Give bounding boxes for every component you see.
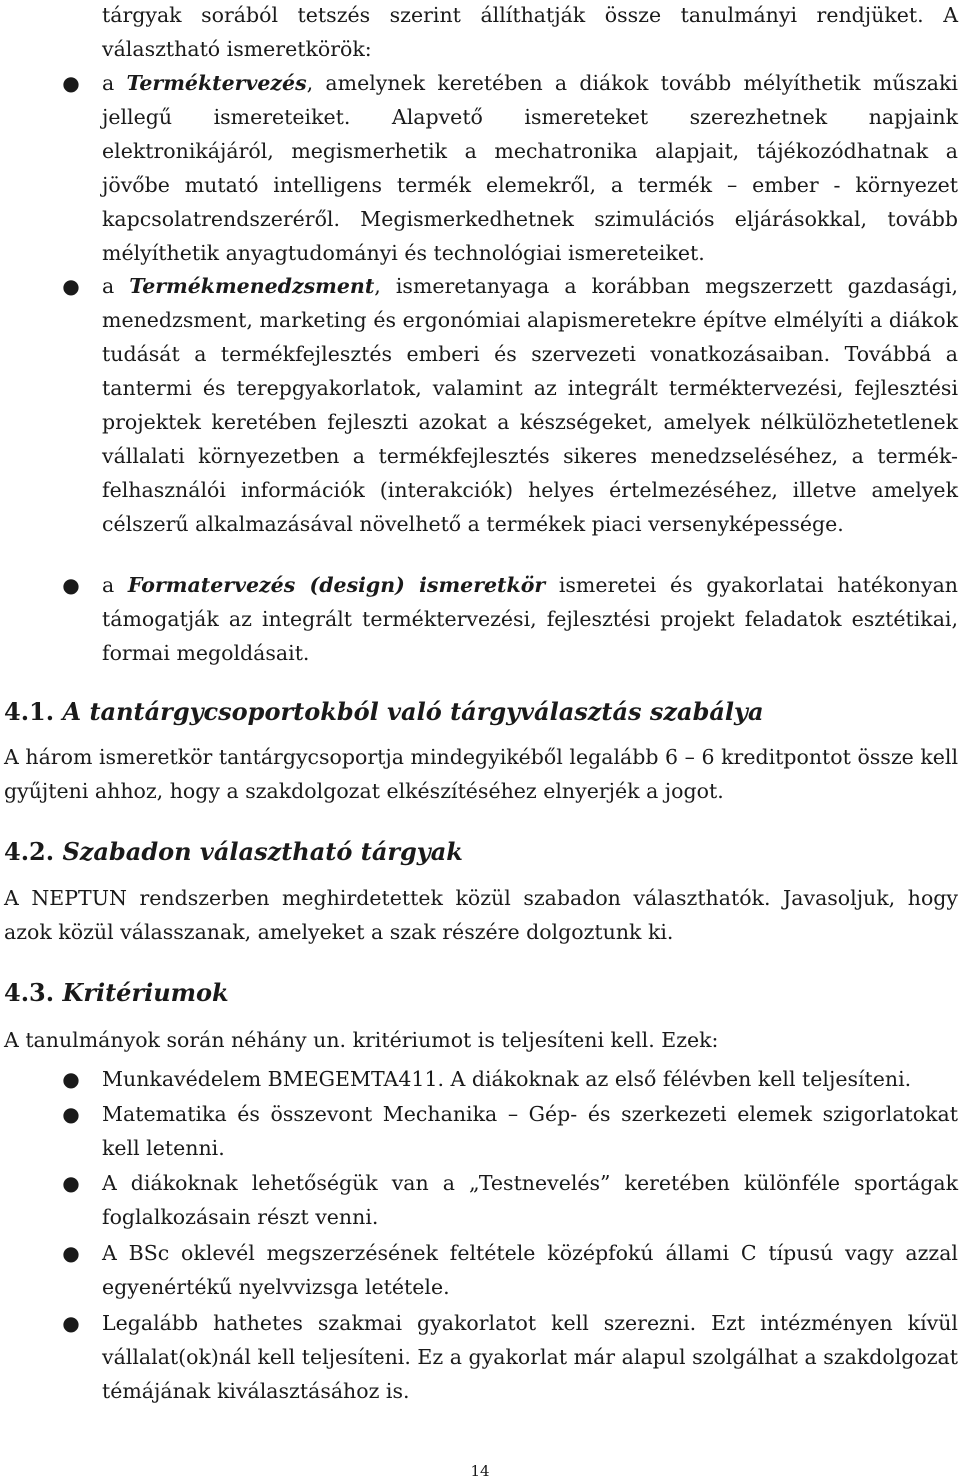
item-keyword: Terméktervezés — [126, 71, 307, 95]
criteria-item: Munkavédelem BMEGEMTA411. A diákoknak az első félévben kell teljesíteni. — [102, 1067, 912, 1091]
bullet-marker: ● — [62, 1171, 80, 1195]
section-body-4-3: A tanulmányok során néhány un. kritériumot is teljesíteni kell. Ezek: — [4, 1028, 719, 1052]
criteria-item: A diákoknak lehetőségük van a „Testnevelés” keretében különféle sportágak foglalkozásain részt venni. — [102, 1171, 958, 1229]
list-item-termekmenedzsment — [102, 269, 958, 541]
bullet-marker: ● — [62, 274, 80, 298]
section-heading-4-3 — [4, 975, 229, 1011]
item-prefix: a — [102, 71, 127, 95]
item-keyword: Formatervezés (design) ismeretkör — [127, 573, 546, 597]
bullet-marker: ● — [62, 1102, 80, 1126]
section-body-4-2: A NEPTUN rendszerben meghirdetettek közül szabadon választhatók. Javasoljuk, hogy azok közül válasszanak, amelyeket a szak részére dolgoztunk ki. — [4, 886, 958, 944]
bullet-marker: ● — [62, 1311, 80, 1335]
item-keyword: Termékmenedzsment — [129, 274, 375, 298]
section-number: 4.1. — [4, 697, 55, 726]
bullet-marker: ● — [62, 71, 80, 95]
list-item-termektervezes — [102, 66, 958, 270]
section-body-4-1: A három ismeretkör tantárgycsoportja mindegyikéből legalább 6 – 6 kreditpontot össze kell gyűjteni ahhoz, hogy a szakdolgozat elkészítéséhez elnyerjék a jogot. — [4, 745, 958, 803]
item-text: , ismeretanyaga a korábban megszerzett gazdasági, menedzsment, marketing és ergonómiai alapismeretekre építve elmélyíti a diákok tudását a termékfejlesztés emberi és szervezeti vonatkozásaiban. Továbbá a tantermi és terepgyakorlatok, valamint az integrált terméktervezési, fejlesztési projektek keretében fejleszti azokat a készségeket, amelyek nélkülözhetetlenek vállalati környezetben a termékfejlesztés sikeres menedzseléséhez, a termék- felhasználói információk (interakciók) helyes értelmezéséhez, illetve amelyek célszerű alkalmazásával növelhető a termékek piaci versenyképessége. — [102, 274, 958, 536]
section-heading-4-2 — [4, 834, 463, 870]
item-text: ismeretei és gyakorlatai hatékonyan támogatják az integrált terméktervezési, fejlesztési projekt feladatok esztétikai, formai megoldásait. — [102, 573, 958, 665]
page-number: 14 — [470, 1462, 490, 1480]
section-number: 4.2. — [4, 837, 55, 866]
section-heading-4-1 — [4, 694, 764, 730]
list-item-formatervezes — [102, 568, 958, 670]
bullet-marker: ● — [62, 1241, 80, 1265]
section-title: Szabadon választható tárgyak — [62, 837, 463, 866]
item-prefix: a — [102, 274, 130, 298]
section-number: 4.3. — [4, 978, 55, 1007]
intro-paragraph: tárgyak sorából tetszés szerint állíthatják össze tanulmányi rendjüket. A választható ismeretkörök: — [102, 3, 958, 61]
bullet-marker: ● — [62, 573, 80, 597]
criteria-item: Legalább hathetes szakmai gyakorlatot kell szerezni. Ezt intézményen kívül vállalat(ok)nál kell teljesíteni. Ez a gyakorlat már alapul szolgálhat a szakdolgozat témájának kiválasztásához is. — [102, 1311, 958, 1403]
section-title: A tantárgycsoportokból való tárgyválasztás szabálya — [62, 697, 764, 726]
bullet-marker: ● — [62, 1067, 80, 1091]
item-text: , amelynek keretében a diákok tovább mélyíthetik műszaki jellegű ismereteiket. Alapvető ismereteket szerezhetnek napjaink elektronikájáról, megismerhetik a mechatronika alapjait, tájékozódhatnak a jövőbe mutató intelligens termék elemekről, a termék – ember - környezet kapcsolatrendszeréről. Megismerkedhetnek szimulációs eljárásokkal, tovább mélyíthetik anyagtudományi és technológiai ismereteiket. — [102, 71, 958, 265]
section-title: Kritériumok — [62, 978, 229, 1007]
criteria-item: A BSc oklevél megszerzésének feltétele középfokú állami C típusú vagy azzal egyenértékű nyelvvizsga letétele. — [102, 1241, 958, 1299]
item-prefix: a — [102, 573, 128, 597]
criteria-item: Matematika és összevont Mechanika – Gép- és szerkezeti elemek szigorlatokat kell letenni. — [102, 1102, 958, 1160]
